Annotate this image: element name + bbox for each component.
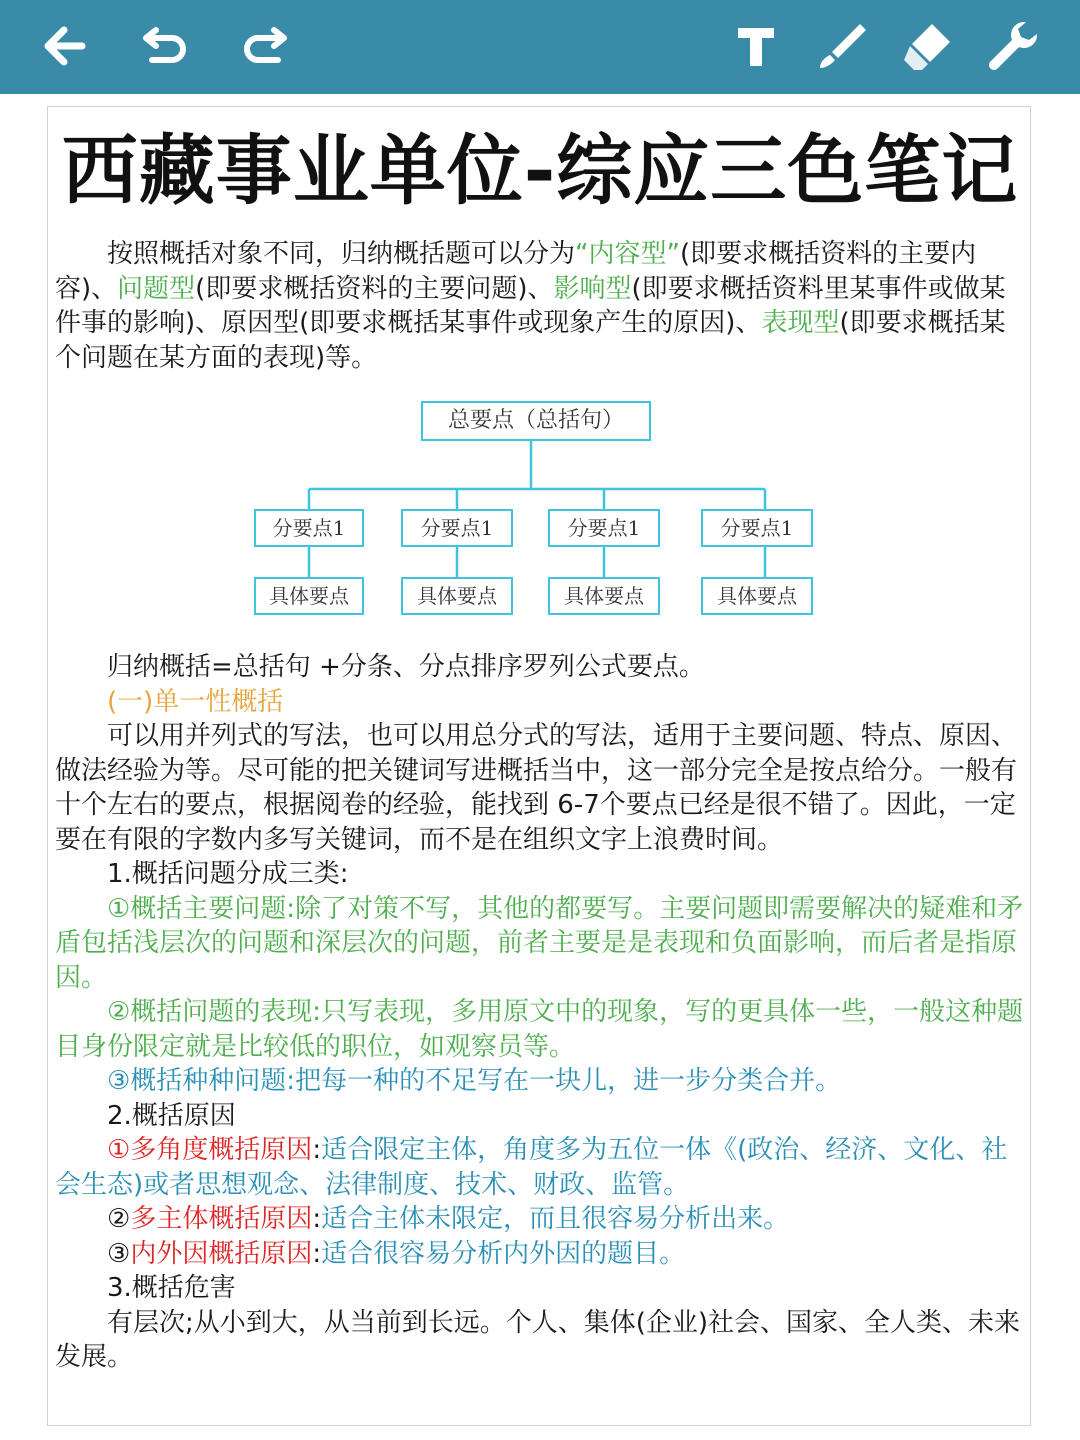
- subheading: 3.概括危害: [107, 1273, 236, 1303]
- eraser-tool-button[interactable]: [900, 18, 956, 74]
- redo-button[interactable]: [236, 18, 292, 74]
- diagram-root-box: 总要点（总括句）: [421, 401, 651, 441]
- page-title: 西藏事业单位-综应三色笔记: [61, 126, 1019, 215]
- paragraph: 有层次;从小到大，从当前到长远。个人、集体(企业)社会、国家、全人类、未来发展。: [55, 1307, 1021, 1372]
- diagram-sub-box: 分要点1: [254, 509, 364, 547]
- diagram-detail-box: 具体要点: [254, 577, 364, 615]
- list-item: ①多角度概括原因:适合限定主体，角度多为五位一体《(政治、经济、文化、社会生态)或者思想观念、法律制度、技术、财政、监管。: [55, 1135, 1008, 1200]
- diagram-sub-box: 分要点1: [548, 509, 660, 547]
- section-heading: (一)单一性概括: [107, 686, 284, 717]
- diagram-detail-box: 具体要点: [548, 577, 660, 615]
- back-button[interactable]: [38, 18, 94, 74]
- text-tool-button[interactable]: [728, 18, 784, 74]
- redo-icon: [236, 18, 292, 74]
- top-toolbar: [0, 0, 1080, 94]
- pen-icon: [814, 18, 870, 74]
- formula-line: 归纳概括=总括句 +分条、分点排序罗列公式要点。: [107, 652, 705, 682]
- note-page: [47, 106, 1031, 1426]
- body-text: [55, 650, 1027, 1375]
- list-item: ②多主体概括原因:适合主体未限定，而且很容易分析出来。: [107, 1204, 790, 1234]
- wrench-icon: [984, 18, 1040, 74]
- settings-button[interactable]: [984, 18, 1040, 74]
- arrow-left-icon: [38, 18, 94, 74]
- list-item: ③概括种种问题:把每一种的不足写在一块儿，进一步分类合并。: [107, 1066, 842, 1096]
- list-item: ②概括问题的表现:只写表现，多用原文中的现象，写的更具体一些，一般这种题目身份限定就是比较低的职位，如观察员等。: [55, 997, 1024, 1062]
- undo-icon: [138, 18, 194, 74]
- diagram-detail-box: 具体要点: [701, 577, 813, 615]
- paragraph: 可以用并列式的写法，也可以用总分式的写法，适用于主要问题、特点、原因、做法经验为等。尽可能的把关键词写进概括当中，这一部分完全是按点给分。一般有十个左右的要点，根据阅卷的经验，能找到 6-7个要点已经是很不错了。因此，一定要在有限的字数内多写关键词，而不是在组织文字上浪费时间。: [55, 721, 1018, 855]
- text-tool-icon: [728, 18, 784, 74]
- list-item: ③内外因概括原因:适合很容易分析内外因的题目。: [107, 1238, 686, 1269]
- eraser-icon: [900, 18, 956, 74]
- diagram-sub-box: 分要点1: [401, 509, 513, 547]
- diagram-sub-box: 分要点1: [701, 509, 813, 547]
- subheading: 2.概括原因: [107, 1100, 236, 1131]
- hierarchy-diagram: [248, 401, 820, 623]
- subheading: 1.概括问题分成三类:: [107, 859, 349, 889]
- list-item: ①概括主要问题:除了对策不写，其他的都要写。主要问题即需要解决的疑难和矛盾包括浅层次的问题和深层次的问题，前者主要是是表现和负面影响，而后者是指原因。: [55, 893, 1024, 993]
- undo-button[interactable]: [138, 18, 194, 74]
- pen-tool-button[interactable]: [814, 18, 870, 74]
- intro-paragraph: 按照概括对象不同，归纳概括题可以分为“内容型”(即要求概括资料的主要内容)、问题型(即要求概括资料的主要问题)、影响型(即要求概括资料里某事件或做某件事的影响)、原因型(即要求概括某事件或现象产生的原因)、表现型(即要求概括某个问题在某方面的表现)等。: [55, 239, 1006, 373]
- diagram-detail-box: 具体要点: [401, 577, 513, 615]
